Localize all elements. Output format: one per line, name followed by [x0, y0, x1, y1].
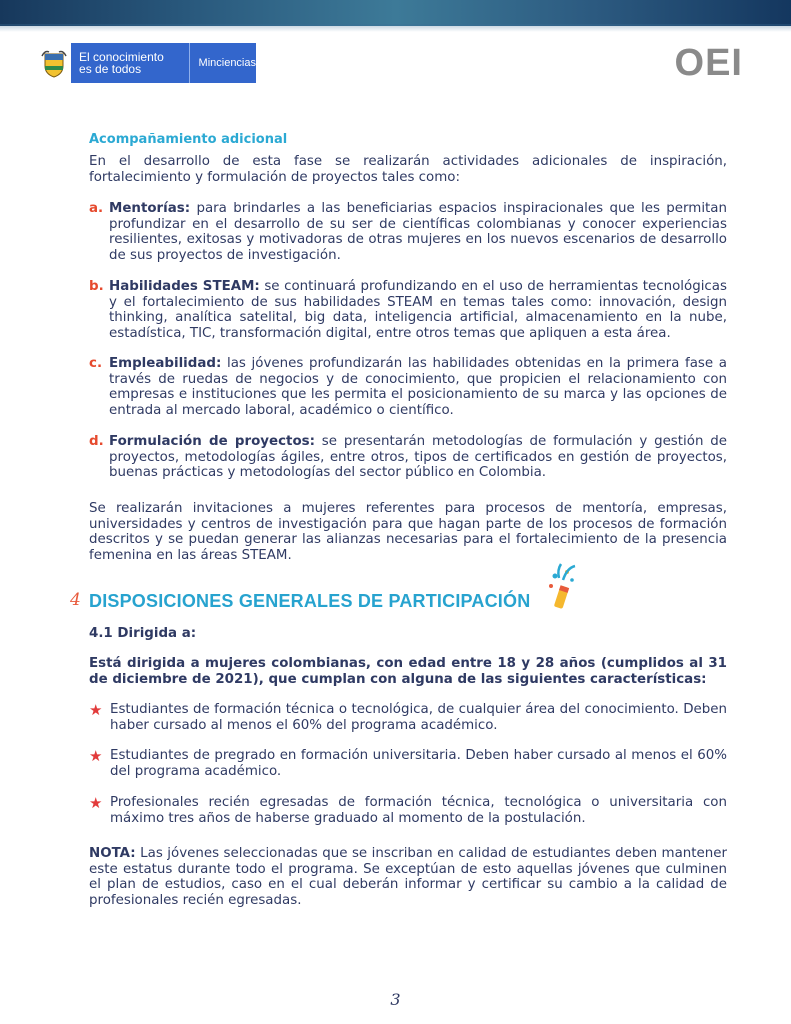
note-paragraph: [89, 846, 727, 909]
bullet-text: Profesionales recién egresadas de formación técnica, tecnológica o universitaria con máximo tres años de haberse graduado al momento de la postulación.: [110, 795, 727, 826]
item-text: para brindarles a las beneficiarias espacios inspiracionales que les permitan profundizar en el desarrollo de su ser de científicas colombianas y conocer experiencias resilientes, exitosas y motivadoras de otras mujeres en los nuevos escenarios de desarrollo de sus proyectos de investigación.: [109, 201, 727, 264]
bullet-text: Estudiantes de formación técnica o tecnológica, de cualquier área del conocimiento. Deben haber cursado al menos el 60% del programa académico.: [110, 702, 727, 733]
section-title: DISPOSICIONES GENERALES DE PARTICIPACIÓN: [89, 591, 531, 611]
gov-logo-agency: Minciencias: [198, 57, 256, 69]
star-bullet-icon: ★: [89, 794, 103, 812]
list-letter: b.: [89, 279, 104, 294]
gov-logo-text: [71, 43, 189, 83]
list-letter: c.: [89, 356, 103, 371]
government-logo: [38, 43, 256, 83]
list-letter: a.: [89, 201, 104, 216]
list-item: [89, 434, 727, 481]
subsection-heading: 4.1 Dirigida a:: [89, 626, 197, 641]
item-title: Mentorías:: [109, 201, 191, 216]
page-number: 3: [390, 990, 401, 1009]
list-item: [89, 748, 727, 779]
section-heading-acompanamiento: Acompañamiento adicional: [89, 132, 288, 147]
lead-paragraph: Está dirigida a mujeres colombianas, con edad entre 18 y 28 años (cumplidos al 31 de diciembre de 2021), que cumplan con alguna de las siguientes características:: [89, 656, 727, 687]
list-item: [89, 279, 727, 342]
item-title: Formulación de proyectos:: [109, 434, 315, 449]
intro-paragraph: En el desarrollo de esta fase se realizarán actividades adicionales de inspiración, fortalecimiento y formulación de proyectos tales como:: [89, 154, 727, 185]
confetti-popper-icon: [545, 562, 577, 616]
item-text: se presentarán metodologías de formulación y gestión de proyectos, metodologías ágiles, entre otros, tipos de certificados en gestión de proyectos, buenas prácticas y metodologías del sector público en Colombia.: [109, 434, 728, 481]
colombia-coat-of-arms-icon: [38, 43, 71, 83]
star-bullet-icon: ★: [89, 747, 103, 765]
list-letter: d.: [89, 434, 104, 449]
note-label: NOTA:: [89, 846, 136, 861]
list-item: [89, 201, 727, 264]
list-item: [89, 356, 727, 419]
gov-logo-line1: El conocimiento: [79, 50, 164, 64]
note-text: Las jóvenes seleccionadas que se inscriban en calidad de estudiantes deben mantener este estatus durante todo el programa. Se exceptúan de esto aquellas jóvenes que culminen el plan de estudios, caso en el cual deberán informar y certificar su cambio a la calidad de profesionales recién egresadas.: [89, 846, 727, 909]
top-decorative-band: [0, 0, 791, 26]
item-text: las jóvenes profundizarán las habilidades obtenidas en la primera fase a través de ruedas de negocios y de conocimiento, que propicien el relacionamiento con empresas e instituciones que les permita el posicionamiento de su marca y las opciones de entrada al mercado laboral, académico o científico.: [109, 356, 727, 419]
oei-logo: OEI: [674, 42, 743, 84]
star-bullet-icon: ★: [89, 701, 103, 719]
item-text: se continuará profundizando en el uso de herramientas tecnológicas y el fortalecimiento de sus habilidades STEAM en temas tales como: innovación, design thinking, analítica satelital, big data, inteligencia artificial, almacenamiento en la nube, estadística, TIC, transformación digital, entre otros temas que apliquen a esta área.: [109, 279, 727, 342]
list-item: [89, 795, 727, 826]
closing-paragraph: Se realizarán invitaciones a mujeres referentes para procesos de mentoría, empresas, universidades y centros de investigación para que hagan parte de los procesos de formación descritos y se puedan generar las alianzas necesarias para el fortalecimiento de la presencia femenina en las áreas STEAM.: [89, 501, 727, 564]
bullet-text: Estudiantes de pregrado en formación universitaria. Deben haber cursado al menos el 60% del programa académico.: [110, 748, 727, 779]
gov-logo-line2: es de todos: [79, 62, 142, 76]
item-title: Empleabilidad:: [109, 356, 222, 371]
section-number: 4: [70, 590, 81, 610]
item-title: Habilidades STEAM:: [109, 279, 260, 294]
list-item: [89, 702, 727, 733]
